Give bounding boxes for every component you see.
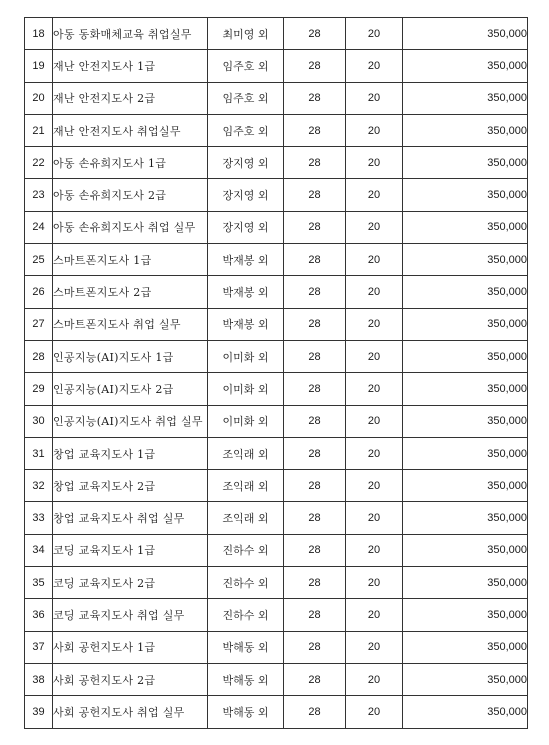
value-a-cell: 28 [284, 373, 346, 405]
value-b-cell: 20 [346, 405, 403, 437]
value-b-cell: 20 [346, 696, 403, 728]
value-a-cell: 28 [284, 82, 346, 114]
value-a-cell: 28 [284, 599, 346, 631]
table-row [25, 567, 528, 599]
row-number: 39 [25, 696, 53, 728]
price-cell: 350,000 [403, 179, 528, 211]
table-row [25, 276, 528, 308]
author-cell: 진하수 외 [208, 534, 284, 566]
value-b-cell: 20 [346, 308, 403, 340]
value-a-cell: 28 [284, 470, 346, 502]
course-title: 재난 안전지도사 2급 [53, 82, 208, 114]
value-a-cell: 28 [284, 631, 346, 663]
value-b-cell: 20 [346, 340, 403, 372]
table-row [25, 373, 528, 405]
price-cell: 350,000 [403, 663, 528, 695]
value-a-cell: 28 [284, 211, 346, 243]
row-number: 34 [25, 534, 53, 566]
value-a-cell: 28 [284, 502, 346, 534]
author-cell: 임주호 외 [208, 50, 284, 82]
table-row [25, 114, 528, 146]
price-cell: 350,000 [403, 147, 528, 179]
author-cell: 진하수 외 [208, 599, 284, 631]
price-cell: 350,000 [403, 82, 528, 114]
row-number: 32 [25, 470, 53, 502]
price-cell: 350,000 [403, 631, 528, 663]
price-cell: 350,000 [403, 567, 528, 599]
course-title: 스마트폰지도사 1급 [53, 244, 208, 276]
row-number: 28 [25, 340, 53, 372]
author-cell: 조익래 외 [208, 437, 284, 469]
value-a-cell: 28 [284, 308, 346, 340]
value-a-cell: 28 [284, 696, 346, 728]
author-cell: 임주호 외 [208, 82, 284, 114]
author-cell: 임주호 외 [208, 114, 284, 146]
author-cell: 박재봉 외 [208, 308, 284, 340]
course-title: 창업 교육지도사 1급 [53, 437, 208, 469]
value-a-cell: 28 [284, 114, 346, 146]
price-cell: 350,000 [403, 599, 528, 631]
table-row [25, 18, 528, 50]
table-row [25, 211, 528, 243]
value-b-cell: 20 [346, 534, 403, 566]
value-a-cell: 28 [284, 147, 346, 179]
table-row [25, 696, 528, 728]
table-row [25, 437, 528, 469]
value-b-cell: 20 [346, 663, 403, 695]
table-row [25, 405, 528, 437]
price-cell: 350,000 [403, 340, 528, 372]
row-number: 37 [25, 631, 53, 663]
course-title: 코딩 교육지도사 2급 [53, 567, 208, 599]
value-b-cell: 20 [346, 50, 403, 82]
price-cell: 350,000 [403, 308, 528, 340]
row-number: 20 [25, 82, 53, 114]
value-b-cell: 20 [346, 276, 403, 308]
value-b-cell: 20 [346, 179, 403, 211]
course-title: 스마트폰지도사 취업 실무 [53, 308, 208, 340]
price-cell: 350,000 [403, 405, 528, 437]
course-title: 코딩 교육지도사 취업 실무 [53, 599, 208, 631]
value-b-cell: 20 [346, 18, 403, 50]
course-title: 인공지능(AI)지도사 취업 실무 [53, 405, 208, 437]
price-cell: 350,000 [403, 276, 528, 308]
row-number: 26 [25, 276, 53, 308]
value-a-cell: 28 [284, 405, 346, 437]
author-cell: 박해동 외 [208, 663, 284, 695]
value-b-cell: 20 [346, 244, 403, 276]
table-row [25, 470, 528, 502]
price-cell: 350,000 [403, 502, 528, 534]
row-number: 18 [25, 18, 53, 50]
row-number: 19 [25, 50, 53, 82]
price-cell: 350,000 [403, 534, 528, 566]
table-body [25, 18, 528, 729]
table-row [25, 147, 528, 179]
author-cell: 조익래 외 [208, 470, 284, 502]
value-a-cell: 28 [284, 567, 346, 599]
value-b-cell: 20 [346, 437, 403, 469]
price-cell: 350,000 [403, 114, 528, 146]
price-cell: 350,000 [403, 18, 528, 50]
table-row [25, 179, 528, 211]
value-b-cell: 20 [346, 599, 403, 631]
row-number: 21 [25, 114, 53, 146]
row-number: 24 [25, 211, 53, 243]
course-title: 아동 손유희지도사 2급 [53, 179, 208, 211]
row-number: 31 [25, 437, 53, 469]
table-row [25, 502, 528, 534]
table-row [25, 244, 528, 276]
value-b-cell: 20 [346, 631, 403, 663]
course-title: 아동 동화매체교육 취업실무 [53, 18, 208, 50]
author-cell: 최미영 외 [208, 18, 284, 50]
author-cell: 조익래 외 [208, 502, 284, 534]
price-cell: 350,000 [403, 437, 528, 469]
value-a-cell: 28 [284, 244, 346, 276]
table-row [25, 82, 528, 114]
table-row [25, 534, 528, 566]
row-number: 33 [25, 502, 53, 534]
course-title: 아동 손유희지도사 취업 실무 [53, 211, 208, 243]
author-cell: 박해동 외 [208, 631, 284, 663]
row-number: 22 [25, 147, 53, 179]
value-b-cell: 20 [346, 567, 403, 599]
author-cell: 이미화 외 [208, 373, 284, 405]
value-b-cell: 20 [346, 114, 403, 146]
course-title: 인공지능(AI)지도사 2급 [53, 373, 208, 405]
course-title: 재난 안전지도사 1급 [53, 50, 208, 82]
table-row [25, 50, 528, 82]
row-number: 29 [25, 373, 53, 405]
row-number: 27 [25, 308, 53, 340]
row-number: 38 [25, 663, 53, 695]
price-cell: 350,000 [403, 373, 528, 405]
table-row [25, 663, 528, 695]
row-number: 30 [25, 405, 53, 437]
value-b-cell: 20 [346, 211, 403, 243]
author-cell: 장지영 외 [208, 179, 284, 211]
value-b-cell: 20 [346, 82, 403, 114]
value-a-cell: 28 [284, 437, 346, 469]
value-b-cell: 20 [346, 147, 403, 179]
price-cell: 350,000 [403, 244, 528, 276]
course-title: 창업 교육지도사 2급 [53, 470, 208, 502]
value-a-cell: 28 [284, 179, 346, 211]
author-cell: 진하수 외 [208, 567, 284, 599]
row-number: 35 [25, 567, 53, 599]
table-row [25, 631, 528, 663]
row-number: 36 [25, 599, 53, 631]
value-b-cell: 20 [346, 470, 403, 502]
course-title: 사회 공헌지도사 1급 [53, 631, 208, 663]
value-a-cell: 28 [284, 663, 346, 695]
row-number: 23 [25, 179, 53, 211]
price-cell: 350,000 [403, 470, 528, 502]
value-b-cell: 20 [346, 502, 403, 534]
author-cell: 이미화 외 [208, 405, 284, 437]
row-number: 25 [25, 244, 53, 276]
author-cell: 박재봉 외 [208, 244, 284, 276]
course-title: 재난 안전지도사 취업실무 [53, 114, 208, 146]
price-cell: 350,000 [403, 696, 528, 728]
value-a-cell: 28 [284, 534, 346, 566]
course-title: 스마트폰지도사 2급 [53, 276, 208, 308]
course-title: 인공지능(AI)지도사 1급 [53, 340, 208, 372]
author-cell: 이미화 외 [208, 340, 284, 372]
price-cell: 350,000 [403, 211, 528, 243]
course-title: 코딩 교육지도사 1급 [53, 534, 208, 566]
table-row [25, 308, 528, 340]
table-row [25, 340, 528, 372]
course-title: 창업 교육지도사 취업 실무 [53, 502, 208, 534]
table-row [25, 599, 528, 631]
value-a-cell: 28 [284, 276, 346, 308]
value-a-cell: 28 [284, 50, 346, 82]
course-title: 아동 손유희지도사 1급 [53, 147, 208, 179]
price-cell: 350,000 [403, 50, 528, 82]
author-cell: 박해동 외 [208, 696, 284, 728]
course-title: 사회 공헌지도사 2급 [53, 663, 208, 695]
value-a-cell: 28 [284, 18, 346, 50]
author-cell: 박재봉 외 [208, 276, 284, 308]
author-cell: 장지영 외 [208, 211, 284, 243]
course-title: 사회 공헌지도사 취업 실무 [53, 696, 208, 728]
author-cell: 장지영 외 [208, 147, 284, 179]
value-b-cell: 20 [346, 373, 403, 405]
course-table [24, 17, 528, 729]
value-a-cell: 28 [284, 340, 346, 372]
